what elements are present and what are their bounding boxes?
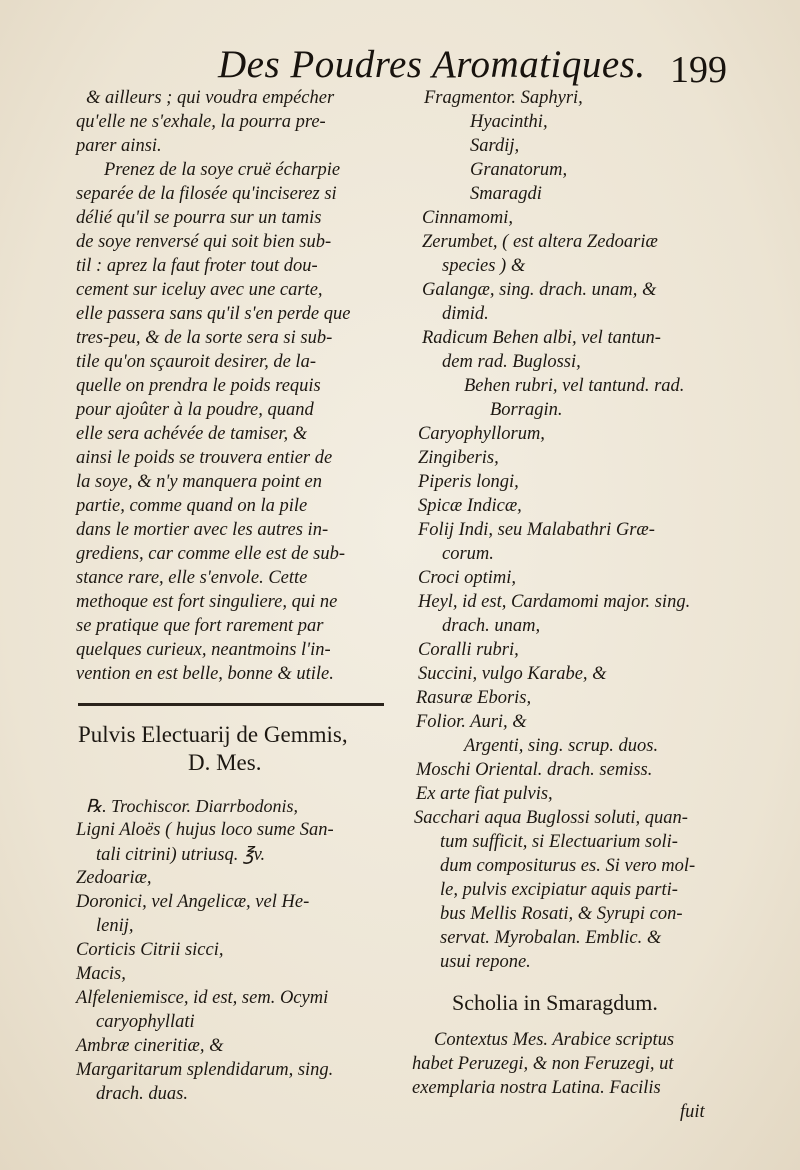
text-line: quelques curieux, neantmoins l'in- (76, 640, 331, 660)
text-line: dem rad. Buglossi, (442, 352, 581, 372)
text-line: tres-peu, & de la sorte sera si sub- (76, 328, 333, 348)
text-line: Succini, vulgo Karabe, & (418, 664, 607, 684)
text-line: dimid. (442, 304, 489, 324)
text-line: Sacchari aqua Buglossi soluti, quan- (414, 808, 688, 828)
text-line: Zingiberis, (418, 448, 499, 468)
running-header (0, 42, 800, 92)
text-line: Zerumbet, ( est altera Zedoariæ (422, 232, 658, 252)
text-line: Moschi Oriental. drach. semiss. (416, 760, 653, 780)
text-line: Granatorum, (470, 160, 568, 180)
text-line: dans le mortier avec les autres in- (76, 520, 329, 540)
recipe-line: Margaritarum splendidarum, sing. (76, 1060, 334, 1080)
scholia-heading: Scholia in Smaragdum. (452, 990, 658, 1015)
text-line: Heyl, id est, Cardamomi major. sing. (418, 592, 691, 612)
text-line: pour ajoûter à la poudre, quand (76, 400, 314, 420)
text-line: Fragmentor. Saphyri, (424, 88, 583, 108)
recipe-line: lenij, (96, 916, 134, 936)
text-line: bus Mellis Rosati, & Syrupi con- (440, 904, 683, 924)
text-line: parer ainsi. (76, 136, 162, 156)
text-line: exemplaria nostra Latina. Facilis (412, 1078, 661, 1098)
text-line: Croci optimi, (418, 568, 516, 588)
text-line: cement sur iceluy avec une carte, (76, 280, 323, 300)
text-line: Folior. Auri, & (416, 712, 527, 732)
text-line: Smaragdi (470, 184, 542, 204)
text-line: qu'elle ne s'exhale, la pourra pre- (76, 112, 326, 132)
text-line: species ) & (442, 256, 526, 276)
text-line: Folij Indi, seu Malabathri Græ- (418, 520, 655, 540)
text-line: habet Peruzegi, & non Feruzegi, ut (412, 1054, 674, 1074)
recipe-line: ℞. Trochiscor. Diarrbodonis, (86, 796, 299, 816)
recipe-line: Alfeleniemisce, id est, sem. Ocymi (76, 988, 329, 1008)
text-line: se pratique que fort rarement par (76, 616, 324, 636)
text-line: separée de la filosée qu'inciserez si (76, 184, 337, 204)
recipe-line: Corticis Citrii sicci, (76, 940, 224, 960)
text-line: stance rare, elle s'envole. Cette (76, 568, 308, 588)
recipe-line: Macis, (76, 964, 126, 984)
text-line: tum sufficit, si Electuarium soli- (440, 832, 678, 852)
text-line: Piperis longi, (418, 472, 519, 492)
text-line: ainsi le poids se trouvera entier de (76, 448, 333, 468)
text-line: quelle on prendra le poids requis (76, 376, 321, 396)
text-line: & ailleurs ; qui voudra empécher (86, 88, 335, 108)
text-line: Ex arte fiat pulvis, (416, 784, 553, 804)
recipe-line: Ligni Aloës ( hujus loco sume San- (76, 820, 334, 840)
text-line: Radicum Behen albi, vel tantun- (422, 328, 661, 348)
text-line: til : aprez la faut froter tout dou- (76, 256, 318, 276)
text-line: servat. Myrobalan. Emblic. & (440, 928, 662, 948)
recipe-line: tali citrini) utriusq. ℥v. (96, 845, 266, 865)
recipe-line: drach. duas. (96, 1084, 188, 1104)
text-line: Spicæ Indicæ, (418, 496, 522, 516)
recipe-line: Doronici, vel Angelicæ, vel He- (76, 892, 310, 912)
text-line: fuit (680, 1102, 705, 1122)
text-line: Sardij, (470, 136, 520, 156)
text-line: la soye, & n'y manquera point en (76, 472, 322, 492)
text-line: Coralli rubri, (418, 640, 519, 660)
text-line: tile qu'on sçauroit desirer, de la- (76, 352, 316, 372)
text-line: délié qu'il se pourra sur un tamis (76, 208, 322, 228)
recipe-line: Ambræ cineritiæ, & (76, 1036, 224, 1056)
text-line: Contextus Mes. Arabice scriptus (434, 1030, 675, 1050)
text-line: Cinnamomi, (422, 208, 513, 228)
text-line: vention en est belle, bonne & utile. (76, 664, 334, 684)
text-line: grediens, car comme elle est de sub- (76, 544, 346, 564)
text-line: Caryophyllorum, (418, 424, 545, 444)
text-line: usui repone. (440, 952, 531, 972)
text-line: drach. unam, (442, 616, 541, 636)
text-line: methoque est fort singuliere, qui ne (76, 592, 338, 612)
text-line: Rasuræ Eboris, (416, 688, 532, 708)
text-line: Hyacinthi, (470, 112, 548, 132)
section-heading-line-2: D. Mes. (188, 750, 262, 775)
text-line: Galangæ, sing. drach. unam, & (422, 280, 657, 300)
page-title: Des Poudres Aromatiques. (218, 43, 646, 86)
text-line: Behen rubri, vel tantund. rad. (464, 376, 685, 396)
text-line: Argenti, sing. scrup. duos. (464, 736, 659, 756)
text-line: le, pulvis excipiatur aquis parti- (440, 880, 678, 900)
text-line: dum compositurus es. Si vero mol- (440, 856, 696, 876)
text-line: elle passera sans qu'il s'en perde que (76, 304, 351, 324)
text-line: de soye renversé qui soit bien sub- (76, 232, 332, 252)
recipe-line: caryophyllati (96, 1012, 195, 1032)
section-heading-line-1: Pulvis Electuarij de Gemmis, (78, 722, 348, 747)
text-line: corum. (442, 544, 494, 564)
text-line: Borragin. (490, 400, 563, 420)
text-line: Prenez de la soye cruë écharpie (104, 160, 341, 180)
page-number: 199 (670, 49, 727, 91)
text-line: partie, comme quand on la pile (76, 496, 308, 516)
text-line: elle sera achévée de tamiser, & (76, 424, 308, 444)
section-divider (78, 703, 384, 706)
recipe-line: Zedoariæ, (76, 868, 152, 888)
